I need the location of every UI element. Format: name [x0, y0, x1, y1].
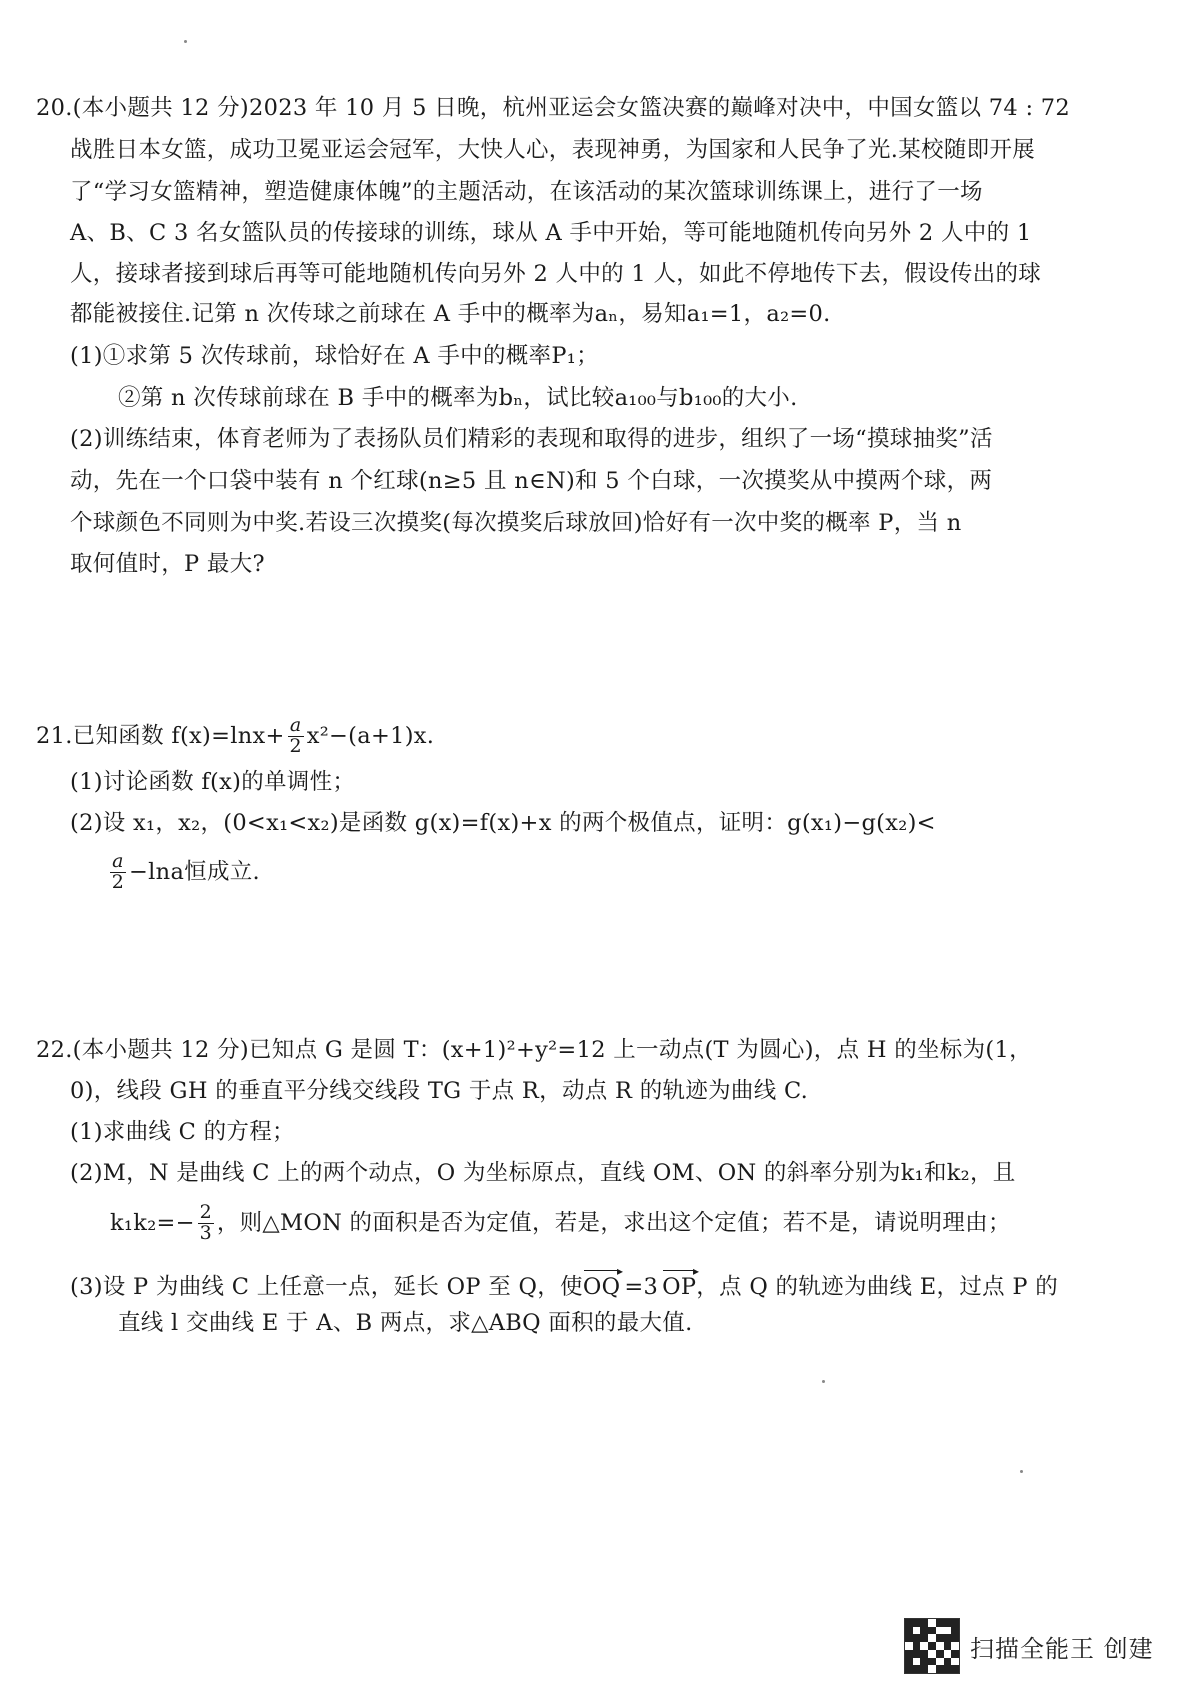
scan-speck: [1020, 1470, 1023, 1473]
q22-part2: (2)M，N 是曲线 C 上的两个动点，O 为坐标原点，直线 OM、ON 的斜率分别为k₁和k₂，且: [70, 1160, 1016, 1186]
watermark-text: 扫描全能王 创建: [970, 1634, 1154, 1663]
qr-code-icon: [904, 1618, 960, 1674]
q21-fraction: [288, 716, 304, 757]
q20-line-5: 人，接球者接到球后再等可能地随机传向另外 2 人中的 1 人，如此不停地传下去，假设传出的球: [70, 261, 1042, 287]
q21-part1: (1)讨论函数 f(x)的单调性；: [70, 769, 356, 795]
scanner-watermark: [904, 1618, 1154, 1674]
q20-part1-b: ②第 n 次传球前球在 B 手中的概率为bₙ，试比较a₁₀₀与b₁₀₀的大小.: [118, 385, 798, 411]
q22-part3: [70, 1264, 1059, 1300]
vector-op: ▸ OP: [662, 1264, 700, 1300]
q21-frac-num: a: [289, 714, 302, 736]
q22-part3-mid: =3: [624, 1274, 659, 1300]
q20-part2-line-2: 动，先在一个口袋中装有 n 个红球(n≥5 且 n∈N)和 5 个白球，一次摸奖从中摸两个球，两: [70, 468, 993, 494]
q21-frac-den: 2: [289, 734, 302, 757]
q20-line-1: 20.(本小题共 12 分)2023 年 10 月 5 日晚，杭州亚运会女篮决赛的巅峰对决中，中国女篮以 74 : 72: [36, 95, 1071, 121]
q21-part2-cont: [110, 852, 260, 893]
q21-lead: 21.已知函数 f(x)=lnx+: [36, 723, 285, 750]
q22-part2b-lead: k₁k₂=−: [110, 1210, 195, 1237]
q20-part1-a: (1)①求第 5 次传球前，球恰好在 A 手中的概率P₁；: [70, 343, 599, 369]
scan-speck: [184, 40, 187, 43]
q21-tail: x²−(a+1)x.: [306, 723, 435, 750]
q22-frac-den: 3: [199, 1221, 213, 1244]
q22-part3-tail: ，点 Q 的轨迹为曲线 E，过点 P 的: [696, 1274, 1059, 1300]
q22-part3-lead: (3)设 P 为曲线 C 上任意一点，延长 OP 至 Q，使: [70, 1274, 583, 1300]
q20-line-3: 了“学习女篮精神，塑造健康体魄”的主题活动，在该活动的某次篮球训练课上，进行了一场: [70, 179, 983, 205]
q21-part2-frac-num: a: [112, 850, 124, 872]
q22-line-1: 22.(本小题共 12 分)已知点 G 是圆 T：(x+1)²+y²=12 上一动点(T 为圆心)，点 H 的坐标为(1，: [36, 1037, 1032, 1063]
q21-part2-fraction: [110, 852, 126, 893]
q21-part2: (2)设 x₁，x₂，(0<x₁<x₂)是函数 g(x)=f(x)+x 的两个极值点，证明：g(x₁)−g(x₂)<: [70, 810, 936, 836]
q20-part2-line-3: 个球颜色不同则为中奖.若设三次摸奖(每次摸奖后球放回)恰好有一次中奖的概率 P，当 n: [70, 510, 962, 536]
q21-part2-tail: −lna恒成立.: [129, 859, 261, 886]
q20-line-6: 都能被接住.记第 n 次传球之前球在 A 手中的概率为aₙ，易知a₁=1，a₂=0.: [70, 301, 831, 327]
vector-op-label: OP: [662, 1274, 697, 1300]
q21-part2-frac-den: 2: [111, 870, 125, 893]
vector-oq-label: OQ: [582, 1274, 621, 1300]
q22-part2-cont: [110, 1203, 1011, 1244]
q22-line-2: 0)，线段 GH 的垂直平分线交线段 TG 于点 R，动点 R 的轨迹为曲线 C.: [70, 1078, 809, 1104]
q22-part1: (1)求曲线 C 的方程；: [70, 1119, 295, 1145]
q20-part2-line-1: (2)训练结束，体育老师为了表扬队员们精彩的表现和取得的进步，组织了一场“摸球抽奖”活: [70, 426, 993, 452]
scan-speck: [822, 1380, 825, 1383]
q22-part2b-tail: ，则△MON 的面积是否为定值，若是，求出这个定值；若不是，请说明理由；: [216, 1210, 1011, 1237]
q22-part3-b: 直线 l 交曲线 E 于 A、B 两点，求△ABQ 面积的最大值.: [118, 1310, 693, 1336]
vector-oq: ▸ OQ: [582, 1264, 624, 1300]
q20-line-2: 战胜日本女篮，成功卫冕亚运会冠军，大快人心，表现神勇，为国家和人民争了光.某校随即开展: [70, 137, 1036, 163]
q20-line-4: A、B、C 3 名女篮队员的传接球的训练，球从 A 手中开始，等可能地随机传向另外 2 人中的 1: [70, 220, 1032, 246]
q22-frac-num: 2: [199, 1201, 213, 1223]
q22-fraction: [198, 1203, 214, 1244]
q20-part2-line-4: 取何值时，P 最大?: [70, 551, 265, 577]
q21-stem: [36, 716, 434, 757]
